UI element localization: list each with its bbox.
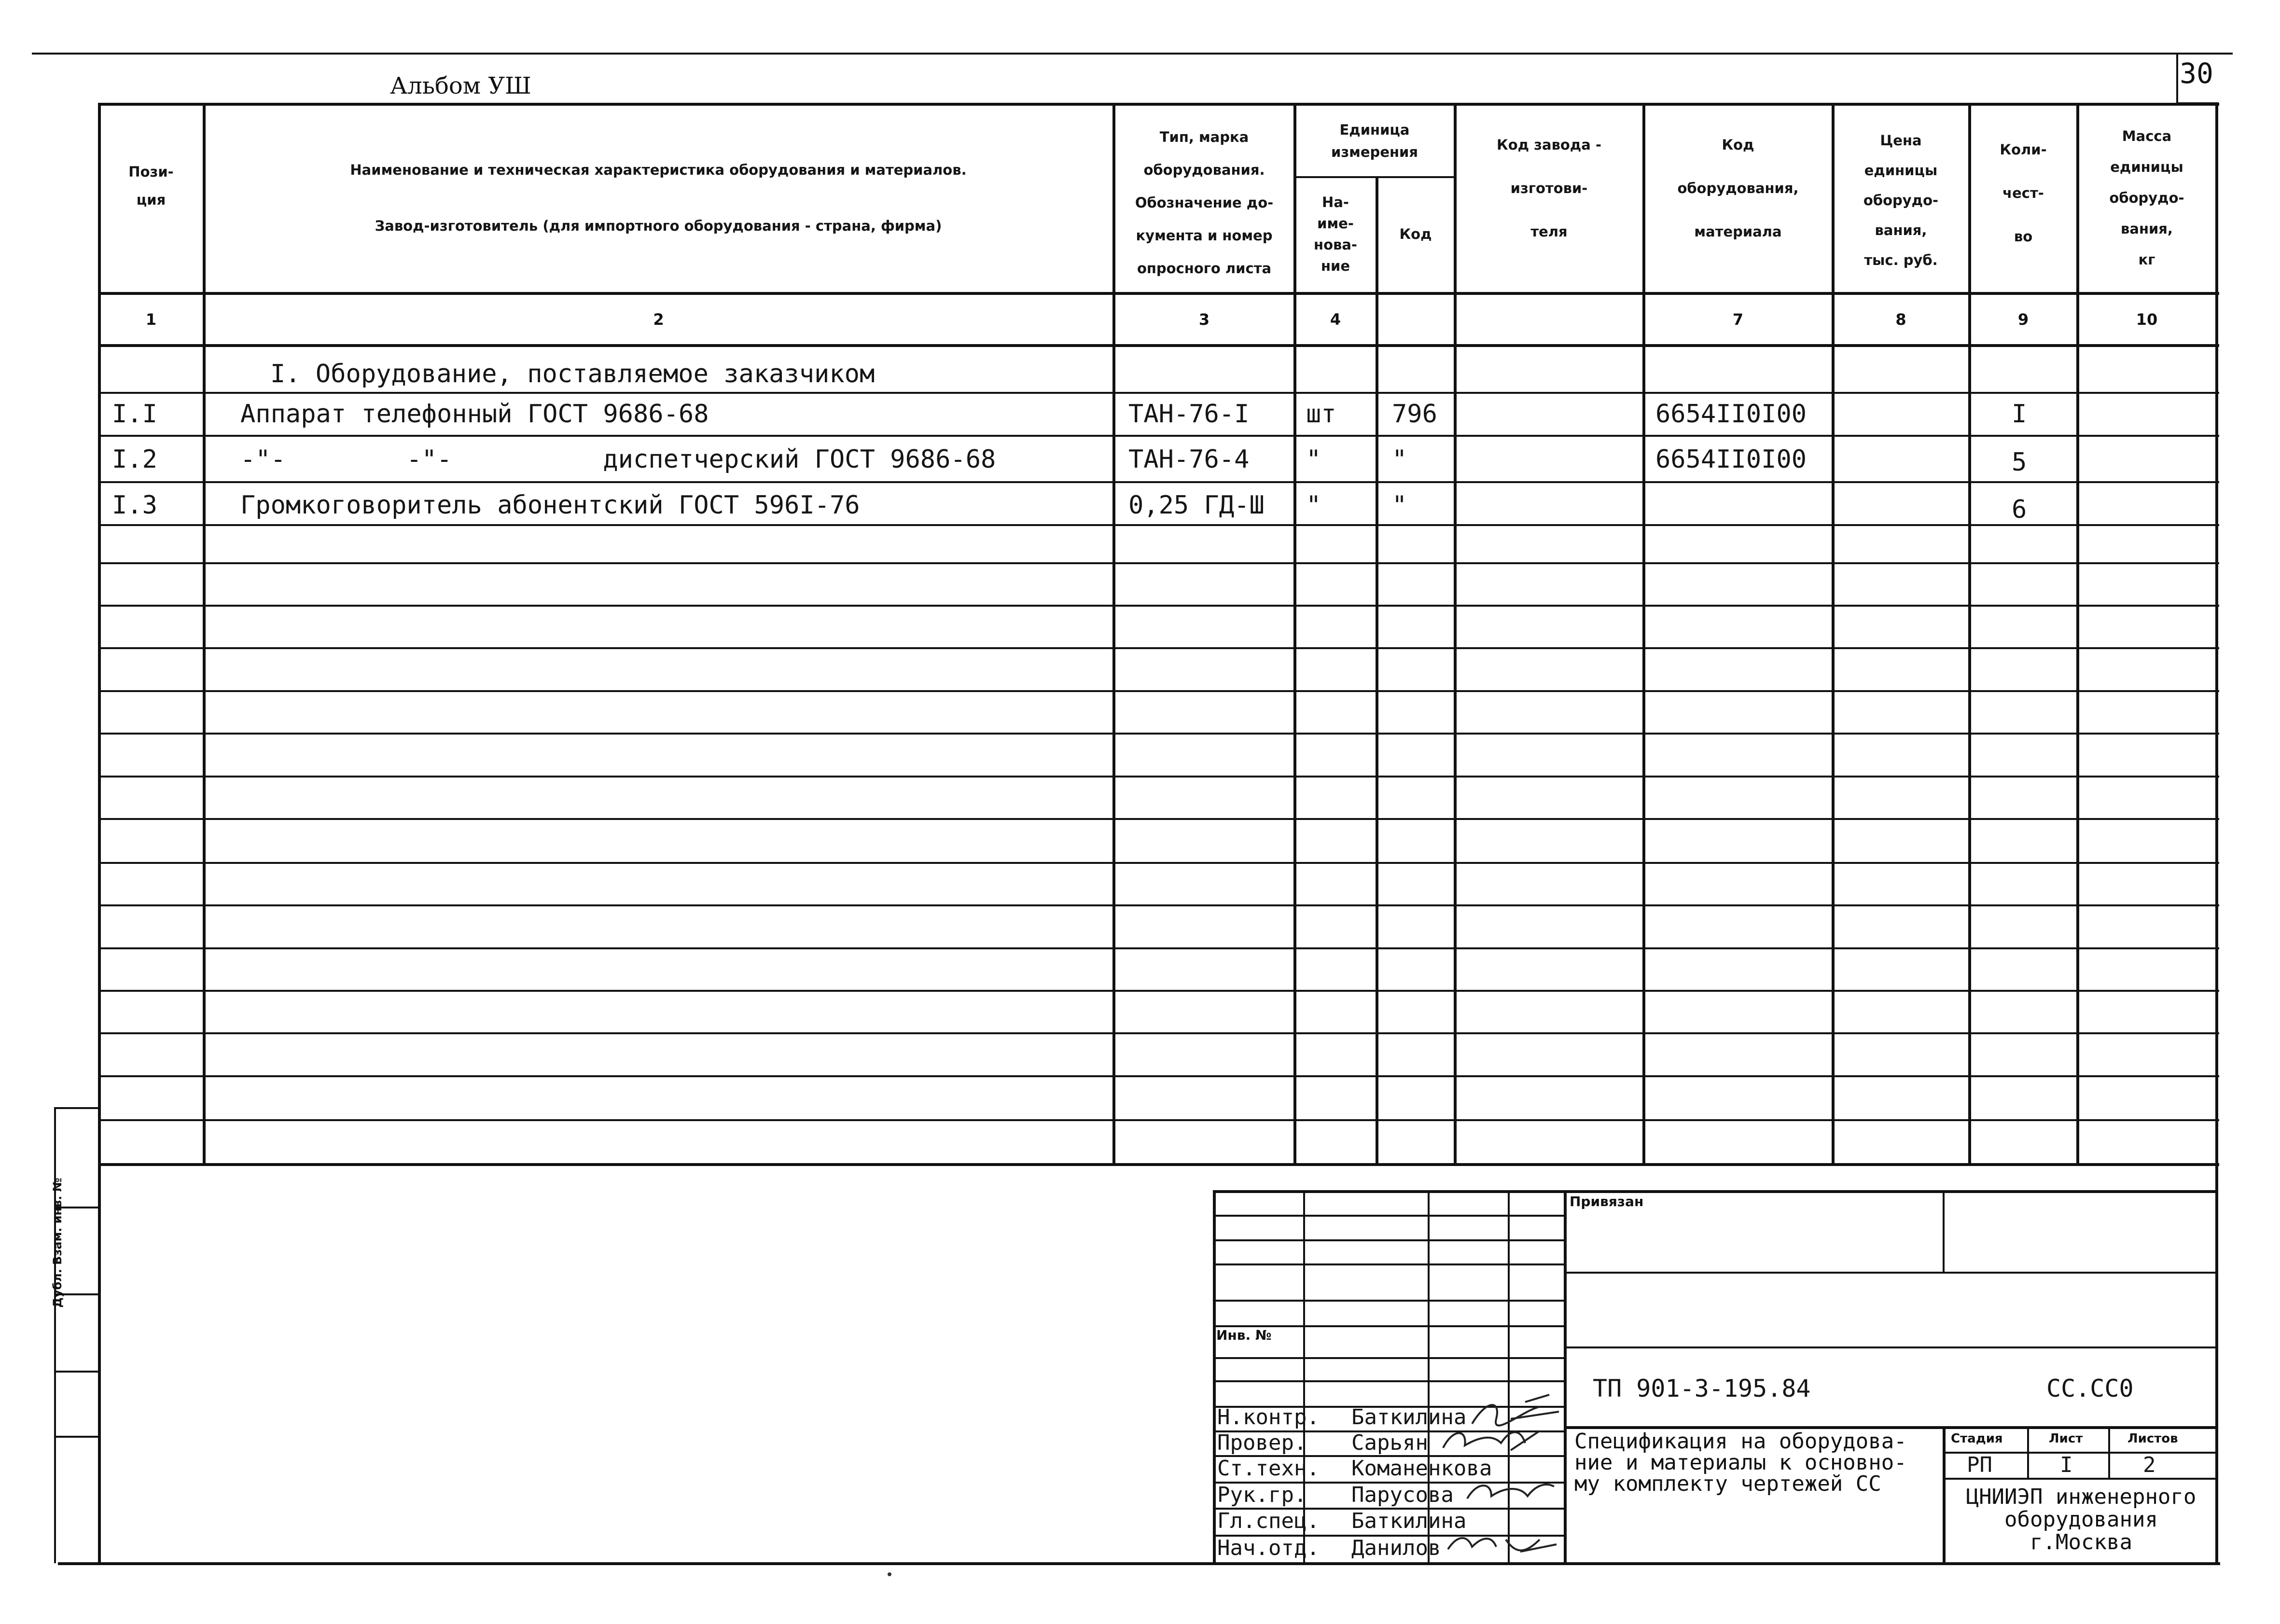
colnum-bottom-line	[98, 344, 2219, 347]
cell-name: Аппарат телефонный ГОСТ 9686-68	[240, 400, 709, 429]
document-suffix: СС.СС0	[2046, 1374, 2134, 1402]
cell-quantity: 6	[2012, 495, 2027, 524]
bottom-frame-line	[58, 1562, 2220, 1565]
column-number: 7	[1732, 310, 1744, 329]
cell-unit: "	[1306, 491, 1321, 520]
header-material-code: Код оборудования, материала	[1677, 137, 1799, 240]
sheet-number: 30	[2180, 57, 2213, 90]
header-unit-name: На- име- нова- ние	[1314, 194, 1357, 274]
header-position: Пози- ция	[128, 164, 174, 208]
stage-value: РП	[1967, 1453, 1992, 1477]
document-code: ТП 901-3-195.84	[1593, 1374, 1811, 1402]
header-factory-code: Код завода - изготови- теля	[1497, 137, 1601, 240]
table-bottom-line	[98, 1163, 2219, 1166]
album-label: Альбом УШ	[390, 72, 531, 99]
organization: ЦНИИЭП инженерного оборудования г.Москва	[1966, 1485, 2197, 1555]
header-name: Наименование и техническая характеристика оборудования и материалов. Завод-изготовитель (для импортного оборудования - страна, фирма)	[350, 162, 967, 234]
sheet-label: Лист	[2049, 1431, 2083, 1446]
signatory-role: Н.контр.	[1217, 1405, 1320, 1430]
cell-unit: "	[1306, 445, 1321, 474]
signatory-name: Парусова	[1351, 1483, 1454, 1507]
cell-type: ТАН-76-4	[1128, 445, 1250, 474]
header-mass: Масса единицы оборудо- вания, кг	[2109, 128, 2184, 268]
header-unit: Единица измерения	[1331, 122, 1418, 160]
document-title: Спецификация на оборудова- ние и материалы к основно- му комплекту чертежей СС	[1574, 1429, 1907, 1496]
cell-unit: шт	[1306, 400, 1336, 429]
header-quantity: Коли- чест- во	[2000, 141, 2047, 245]
cell-quantity: 5	[2012, 448, 2027, 477]
column-number: 3	[1198, 310, 1210, 329]
section-title: I. Оборудование, поставляемое заказчиком	[270, 360, 875, 389]
cell-position: I.2	[112, 445, 157, 474]
signature-mark	[1462, 1477, 1559, 1506]
column-number: 8	[1895, 310, 1906, 329]
header-type: Тип, марка оборудования. Обозначение до- кумента и номер опросного листа	[1135, 129, 1274, 277]
cell-code: 796	[1392, 400, 1437, 429]
column-number: 10	[2136, 310, 2158, 329]
cell-material: 6654II0I00	[1655, 400, 1807, 429]
header-unit-code: Код	[1399, 226, 1432, 242]
cell-position: I.I	[112, 400, 157, 429]
right-frame-line	[2215, 1163, 2218, 1563]
signatory-name: Сарьян	[1351, 1430, 1428, 1455]
signatory-role: Рук.гр.	[1217, 1483, 1307, 1507]
signatory-role: Провер.	[1217, 1430, 1307, 1455]
signatory-name: Баткилина	[1351, 1405, 1467, 1430]
cell-type: ТАН-76-I	[1128, 400, 1250, 429]
cell-material: 6654II0I00	[1655, 445, 1807, 474]
signature-mark	[1443, 1525, 1559, 1564]
signatory-role: Гл.спец.	[1217, 1509, 1320, 1533]
signatory-name: Данилов	[1351, 1536, 1441, 1560]
top-border-line	[32, 53, 2233, 55]
side-stamp-label: Дубл. Взам. инв. №	[51, 1178, 64, 1308]
cell-name: Громкоговоритель абонентский ГОСТ 596I-76	[240, 491, 860, 520]
cell-quantity: I	[2012, 400, 2027, 429]
column-number: 1	[145, 310, 157, 329]
scan-dot	[888, 1572, 891, 1576]
column-number: 9	[2017, 310, 2029, 329]
inv-number-label: Инв. №	[1216, 1327, 1272, 1343]
cell-code: "	[1392, 491, 1407, 520]
header-price: Цена единицы оборудо- вания, тыс. руб.	[1863, 132, 1939, 268]
sheet-value: I	[2060, 1453, 2073, 1477]
cell-code: "	[1392, 445, 1407, 474]
signatory-name: Команенкова	[1351, 1456, 1492, 1481]
signature-mark	[1438, 1424, 1544, 1457]
cell-name: -"- -"- диспетчерский ГОСТ 9686-68	[240, 445, 996, 474]
column-number	[1456, 294, 1642, 344]
signatory-role: Нач.отд.	[1217, 1536, 1320, 1560]
table-top-line	[98, 103, 2219, 106]
approved-label: Привязан	[1570, 1194, 1644, 1209]
column-number	[1377, 294, 1454, 344]
signatory-role: Ст.техн.	[1217, 1456, 1320, 1481]
column-number: 2	[653, 310, 664, 329]
signatory-name: Баткилина	[1351, 1509, 1467, 1533]
sheets-value: 2	[2143, 1453, 2156, 1477]
cell-type: 0,25 ГД-Ш	[1128, 491, 1265, 520]
stage-label: Стадия	[1951, 1431, 2003, 1446]
left-frame-line	[98, 1163, 101, 1563]
cell-position: I.3	[112, 491, 157, 520]
sheets-label: Листов	[2127, 1431, 2178, 1446]
column-number: 4	[1330, 310, 1341, 329]
